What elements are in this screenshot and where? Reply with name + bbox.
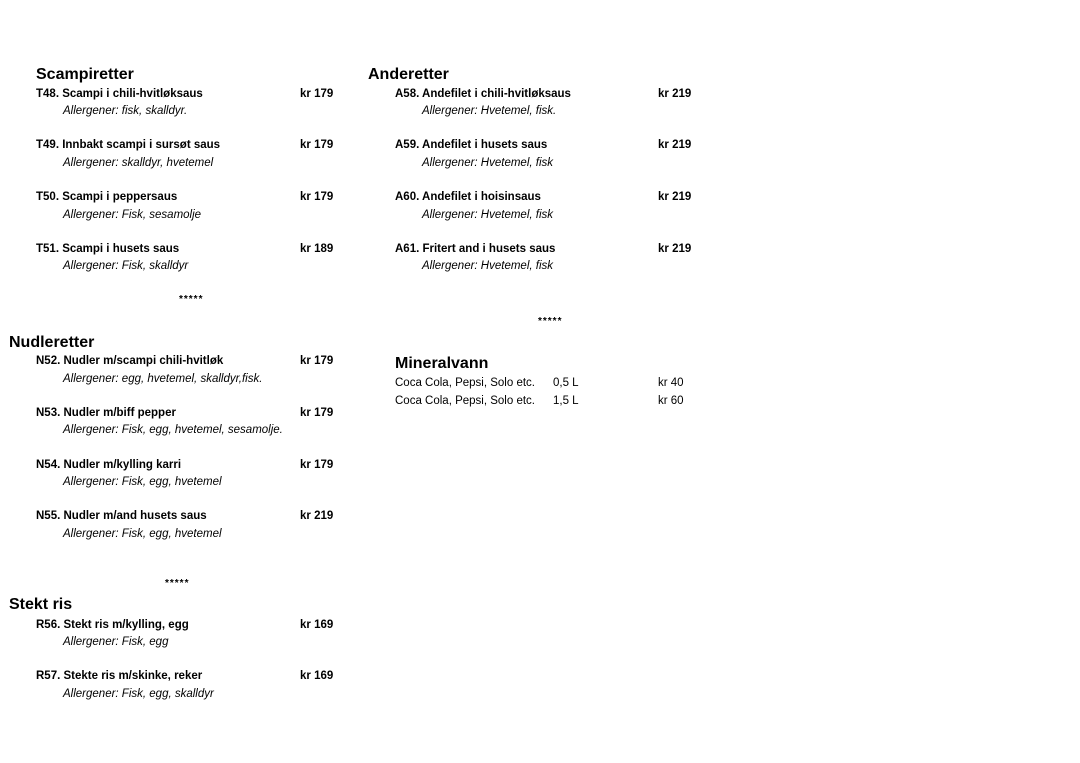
menu-item-price: kr 219 <box>300 510 334 522</box>
menu-item-allergens: Allergener: Fisk, egg, hvetemel <box>63 476 222 488</box>
drink-size: 1,5 L <box>553 395 579 407</box>
menu-item-price: kr 179 <box>300 459 334 471</box>
menu-item-name: N54. Nudler m/kylling karri <box>36 459 182 471</box>
menu-item-price: kr 169 <box>300 619 334 631</box>
menu-item-price: kr 169 <box>300 670 334 682</box>
menu-item-allergens: Allergener: Fisk, egg <box>63 636 169 648</box>
menu-item-name: N55. Nudler m/and husets saus <box>36 510 207 522</box>
menu-item-name: T50. Scampi i peppersaus <box>36 191 178 203</box>
menu-item-price: kr 179 <box>300 355 334 367</box>
menu-item-name: N53. Nudler m/biff pepper <box>36 407 176 419</box>
section-title-anderetter: Anderetter <box>368 66 449 83</box>
section-divider: ***** <box>538 316 563 327</box>
menu-item-price: kr 219 <box>658 88 692 100</box>
menu-item-name: T48. Scampi i chili-hvitløksaus <box>36 88 203 100</box>
drink-price: kr 60 <box>658 395 684 407</box>
section-title-mineralvann: Mineralvann <box>395 355 489 372</box>
menu-item-name: T49. Innbakt scampi i sursøt saus <box>36 139 221 151</box>
menu-item-price: kr 219 <box>658 191 692 203</box>
section-divider: ***** <box>179 294 204 305</box>
menu-item-name: N52. Nudler m/scampi chili-hvitløk <box>36 355 224 367</box>
menu-item-price: kr 179 <box>300 191 334 203</box>
drink-name: Coca Cola, Pepsi, Solo etc. <box>395 377 535 389</box>
menu-item-allergens: Allergener: skalldyr, hvetemel <box>63 157 214 169</box>
menu-item-allergens: Allergener: Fisk, sesamolje <box>63 209 202 221</box>
menu-item-allergens: Allergener: Fisk, skalldyr <box>63 260 189 272</box>
menu-item-name: A60. Andefilet i hoisinsaus <box>395 191 541 203</box>
menu-item-allergens: Allergener: Hvetemel, fisk <box>422 209 554 221</box>
menu-item-price: kr 189 <box>300 243 334 255</box>
drink-size: 0,5 L <box>553 377 579 389</box>
section-title-nudleretter: Nudleretter <box>9 334 95 351</box>
menu-item-name: R56. Stekt ris m/kylling, egg <box>36 619 189 631</box>
section-title-stekt-ris: Stekt ris <box>9 596 73 613</box>
menu-item-name: T51. Scampi i husets saus <box>36 243 180 255</box>
drink-price: kr 40 <box>658 377 684 389</box>
menu-item-allergens: Allergener: Fisk, egg, skalldyr <box>63 688 214 700</box>
menu-item-price: kr 219 <box>658 243 692 255</box>
menu-item-allergens: Allergener: Hvetemel, fisk <box>422 157 554 169</box>
menu-item-allergens: Allergener: Hvetemel, fisk. <box>422 105 557 117</box>
menu-item-price: kr 179 <box>300 139 334 151</box>
drink-name: Coca Cola, Pepsi, Solo etc. <box>395 395 535 407</box>
menu-item-name: A59. Andefilet i husets saus <box>395 139 548 151</box>
menu-item-price: kr 219 <box>658 139 692 151</box>
menu-item-price: kr 179 <box>300 88 334 100</box>
menu-item-allergens: Allergener: Fisk, egg, hvetemel, sesamolje. <box>63 424 283 436</box>
menu-item-name: A61. Fritert and i husets saus <box>395 243 556 255</box>
menu-item-price: kr 179 <box>300 407 334 419</box>
menu-item-allergens: Allergener: egg, hvetemel, skalldyr,fisk. <box>63 373 263 385</box>
menu-item-allergens: Allergener: Hvetemel, fisk <box>422 260 554 272</box>
menu-item-name: A58. Andefilet i chili-hvitløksaus <box>395 88 571 100</box>
section-title-scampiretter: Scampiretter <box>36 66 134 83</box>
menu-item-name: R57. Stekte ris m/skinke, reker <box>36 670 203 682</box>
section-divider: ***** <box>165 578 190 589</box>
menu-item-allergens: Allergener: Fisk, egg, hvetemel <box>63 528 222 540</box>
menu-item-allergens: Allergener: fisk, skalldyr. <box>63 105 188 117</box>
